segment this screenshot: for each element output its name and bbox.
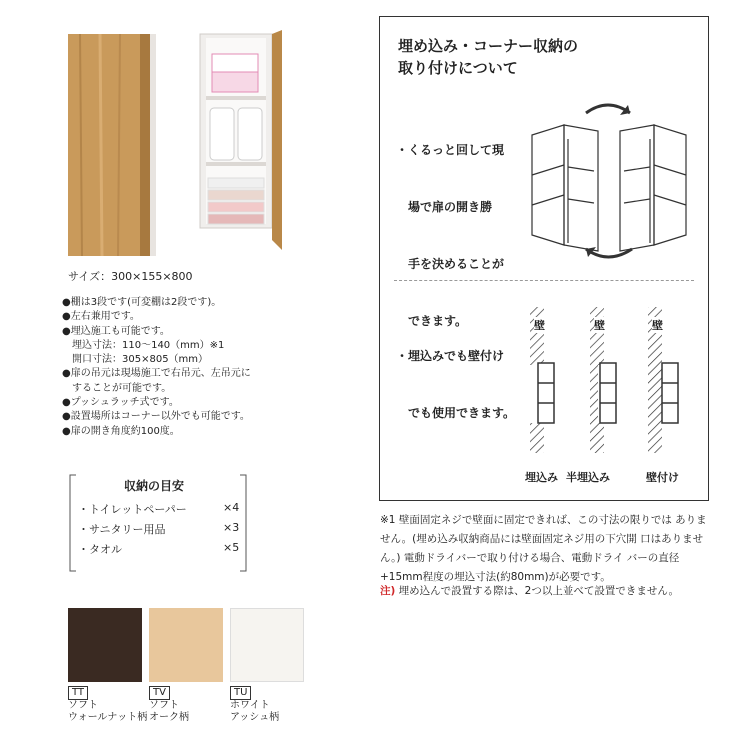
mounting-diagram: [520, 307, 700, 455]
feature-item: することが可能です。: [62, 382, 172, 394]
open-cabinet-image: [200, 30, 282, 250]
wall-text-line: でも使用できます。: [396, 406, 516, 420]
size-text: サイズ：300×155×800: [68, 270, 193, 283]
guide-item-label: ・サニタリー用品: [78, 523, 166, 536]
caution-text: 埋め込んで設置する際は、2つ以上並べて設置できません。: [398, 585, 679, 597]
caution-note: [380, 584, 720, 598]
feature-item: 開口寸法：305×805（mm）: [62, 354, 209, 366]
mount-label: 半埋込み: [566, 471, 610, 484]
footnote: ※1 壁面固定ネジで壁面に固定できれば、この寸法の限りでは ありません。(埋め込み収納商品には壁面固定ネジ用の下穴開 口はありません。) 電動ドライバーで取り付ける場合、電動ドライ バーの直径+15mm程度の埋込寸法(約80mm)が必要です。: [380, 514, 707, 583]
guide-title: 収納の目安: [124, 479, 185, 493]
storage-guide: [68, 473, 248, 573]
caution-prefix: 注): [380, 585, 396, 597]
panel-title-line: 取り付けについて: [398, 59, 518, 77]
guide-item-qty: ×4: [223, 501, 240, 514]
swatch-ash: [230, 608, 304, 682]
rotate-text-line: 場で扉の開き勝: [396, 200, 493, 214]
mount-label: 埋込み: [525, 471, 558, 484]
product-photos: [60, 30, 285, 260]
color-name: [149, 700, 189, 724]
wall-text: [396, 309, 515, 461]
color-code: TT: [68, 686, 88, 700]
feature-item: ●プッシュラッチ式です。: [62, 397, 179, 409]
feature-item: 埋込寸法：110〜140（mm）※1: [62, 339, 225, 351]
rotate-text-line: 手を決めることが: [396, 257, 505, 271]
closed-cabinet-image: [68, 34, 156, 256]
feature-item: ●扉の開き角度約100度。: [62, 425, 180, 437]
feature-item: ●棚は3段です(可変棚は2段です)。: [62, 297, 222, 308]
swatch-oak: [149, 608, 223, 682]
color-name: [230, 700, 279, 724]
mount-label: 壁付け: [646, 471, 679, 484]
guide-item-qty: ×3: [223, 521, 240, 534]
feature-item: ●左右兼用です。: [62, 311, 140, 323]
feature-item: ●扉の吊元は現場施工で右吊元、左吊元に: [62, 368, 251, 380]
rotate-arrow-icon: [586, 105, 632, 257]
color-name-line: アッシュ柄: [230, 712, 280, 723]
wall-label: 壁: [594, 319, 605, 332]
rotate-text-line: できます。: [396, 314, 468, 328]
guide-item-qty: ×5: [223, 541, 240, 554]
color-name-line: ホワイト: [230, 700, 270, 711]
guide-item: [78, 501, 248, 517]
rotate-diagram: [528, 95, 690, 267]
guide-item: [78, 541, 248, 557]
rotate-text-line: ・くるっと回して現: [396, 143, 505, 157]
guide-item-label: ・トイレットペーパー: [78, 503, 187, 516]
color-code: TU: [230, 686, 251, 700]
guide-item-label: ・タオル: [78, 543, 122, 556]
panel-divider: [394, 280, 694, 281]
wall-label: 壁: [534, 319, 545, 332]
color-name-line: ソフト: [149, 700, 179, 711]
feature-item: ●設置場所はコーナー以外でも可能です。: [62, 411, 250, 423]
color-code: TV: [149, 686, 170, 700]
color-name-line: オーク柄: [149, 712, 189, 723]
feature-item: ●埋込施工も可能です。: [62, 325, 170, 337]
color-name-line: ウォールナット柄: [68, 712, 148, 723]
swatch-walnut: [68, 608, 142, 682]
wall-text-line: ・埋込みでも壁付け: [396, 349, 505, 363]
wall-label: 壁: [652, 319, 663, 332]
install-panel: [379, 16, 709, 501]
color-name-line: ソフト: [68, 700, 98, 711]
color-name: [68, 700, 147, 724]
guide-item: [78, 521, 248, 537]
panel-title-line: 埋め込み・コーナー収納の: [398, 37, 579, 55]
feature-list: [62, 296, 251, 439]
panel-title: [398, 35, 578, 79]
